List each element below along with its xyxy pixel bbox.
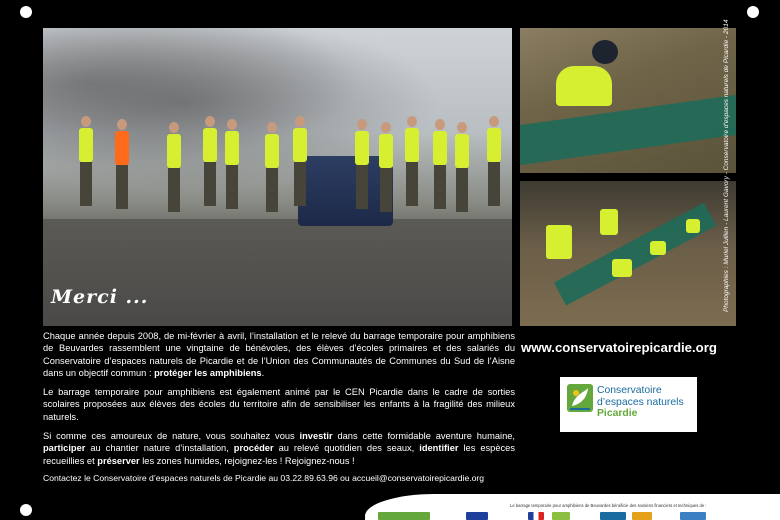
volunteer-legs bbox=[266, 168, 278, 212]
logo-line-3: Picardie bbox=[597, 408, 638, 420]
grommet-bottom-left bbox=[20, 504, 32, 516]
volunteer-legs bbox=[488, 162, 500, 206]
volunteer-vest bbox=[433, 131, 447, 165]
volunteer-vest bbox=[556, 66, 612, 106]
volunteer-legs bbox=[294, 162, 306, 206]
paragraph-school: Le barrage temporaire pour amphibiens est également animé par le CEN Picardie dans le cadre de sorties scolaires proposées aux élèves des écoles du territoire afin de sensibiliser les enfants à la fragilité des milieux naturels. bbox=[43, 387, 515, 422]
volunteer-vest bbox=[600, 209, 618, 235]
volunteer-legs bbox=[204, 162, 216, 206]
volunteer-vest bbox=[167, 134, 181, 168]
paragraph-intro: Chaque année depuis 2008, de mi-février à avril, l’installation et le relevé du barrage temporaire pour amphibiens de Beuvardes rassemblent une vingtaine de bénévoles, des élèves d’écoles primaires et des salariés du Conservatoire d’espaces naturels de Picardie et de l’Union des Communautés de Communes du Sud de l’Aisne dans un objectif commun : protéger les amphibiens. bbox=[43, 331, 515, 378]
volunteer-vest bbox=[487, 128, 501, 162]
volunteer-legs bbox=[116, 165, 128, 209]
net-install-photo bbox=[520, 28, 736, 173]
grommet-top-left bbox=[20, 6, 32, 18]
logo-line-1: Conservatoire bbox=[597, 385, 662, 396]
logo-text bbox=[597, 385, 697, 420]
volunteer-legs bbox=[434, 165, 446, 209]
group-photo bbox=[43, 28, 512, 326]
volunteer-head bbox=[435, 119, 445, 130]
volunteer-vest bbox=[355, 131, 369, 165]
volunteer-head bbox=[457, 122, 467, 133]
volunteer-head bbox=[227, 119, 237, 130]
sponsor-logo-partner bbox=[680, 512, 706, 520]
volunteer-vest bbox=[265, 134, 279, 168]
volunteer-head bbox=[267, 122, 277, 133]
merci-caption: Merci ... bbox=[51, 286, 149, 308]
logo-line-2: d’espaces naturels bbox=[597, 396, 684, 408]
volunteer-vest bbox=[379, 134, 393, 168]
volunteer-legs bbox=[406, 162, 418, 206]
volunteer-vest bbox=[650, 241, 666, 255]
road bbox=[43, 219, 512, 326]
volunteer-vest bbox=[293, 128, 307, 162]
volunteer-legs bbox=[168, 168, 180, 212]
volunteer-head bbox=[81, 116, 91, 127]
grommet-top-right bbox=[747, 6, 759, 18]
photo-credit: Photographies : Muriel Jullien - Laurent Gavory - Conservatoire d'espaces naturels de Picardie - 2014 bbox=[723, 19, 730, 312]
volunteer-vest bbox=[455, 134, 469, 168]
sponsor-logo-republic bbox=[528, 512, 544, 520]
logo-mark-icon bbox=[567, 384, 593, 412]
sponsor-logo-eau bbox=[600, 512, 626, 520]
volunteer-vest bbox=[612, 259, 632, 277]
volunteer-legs bbox=[80, 162, 92, 206]
green-net bbox=[520, 95, 736, 165]
sponsor-note: Le barrage temporaire pour amphibiens de Beuvardes bénéficie des soutiens financiers et techniques de : bbox=[510, 503, 707, 508]
volunteer-legs bbox=[456, 168, 468, 212]
volunteer-head bbox=[357, 119, 367, 130]
sponsor-logo-cen bbox=[378, 512, 430, 520]
volunteer-vest bbox=[79, 128, 93, 162]
paragraph-call-to-action: Si comme ces amoureux de nature, vous souhaitez vous investir dans cette formidable aventure humaine, participer au chantier nature d’installation, procéder au relevé quotidien des seaux, identifier les espèces recueillies et préserver les zones humides, rejoignez-les ! Rejoignez-nous ! bbox=[43, 431, 515, 466]
contact-line: Contactez le Conservatoire d’espaces naturels de Picardie au 03.22.89.63.96 ou accueil@conservatoirepicardie.org bbox=[43, 472, 485, 483]
volunteer-head bbox=[295, 116, 305, 127]
volunteer-vest bbox=[686, 219, 700, 233]
body-text bbox=[43, 330, 515, 484]
sponsor-logo-aisne bbox=[632, 512, 652, 520]
cen-picardie-logo bbox=[560, 377, 697, 432]
volunteer-head bbox=[407, 116, 417, 127]
volunteer-head bbox=[489, 116, 499, 127]
volunteer-head bbox=[169, 122, 179, 133]
volunteer-vest bbox=[225, 131, 239, 165]
volunteer-head bbox=[205, 116, 215, 127]
volunteer-legs bbox=[380, 168, 392, 212]
volunteer-vest bbox=[405, 128, 419, 162]
net-line-photo bbox=[520, 181, 736, 326]
volunteer-hat bbox=[592, 40, 618, 64]
sponsor-logo-eu bbox=[466, 512, 488, 520]
website-url[interactable]: www.conservatoirepicardie.org bbox=[521, 340, 717, 355]
volunteer-legs bbox=[356, 165, 368, 209]
volunteer-vest bbox=[203, 128, 217, 162]
sponsor-logo-region bbox=[552, 512, 570, 520]
volunteer-vest bbox=[115, 131, 129, 165]
volunteer-head bbox=[381, 122, 391, 133]
volunteer-vest bbox=[546, 225, 572, 259]
volunteer-head bbox=[117, 119, 127, 130]
volunteer-legs bbox=[226, 165, 238, 209]
